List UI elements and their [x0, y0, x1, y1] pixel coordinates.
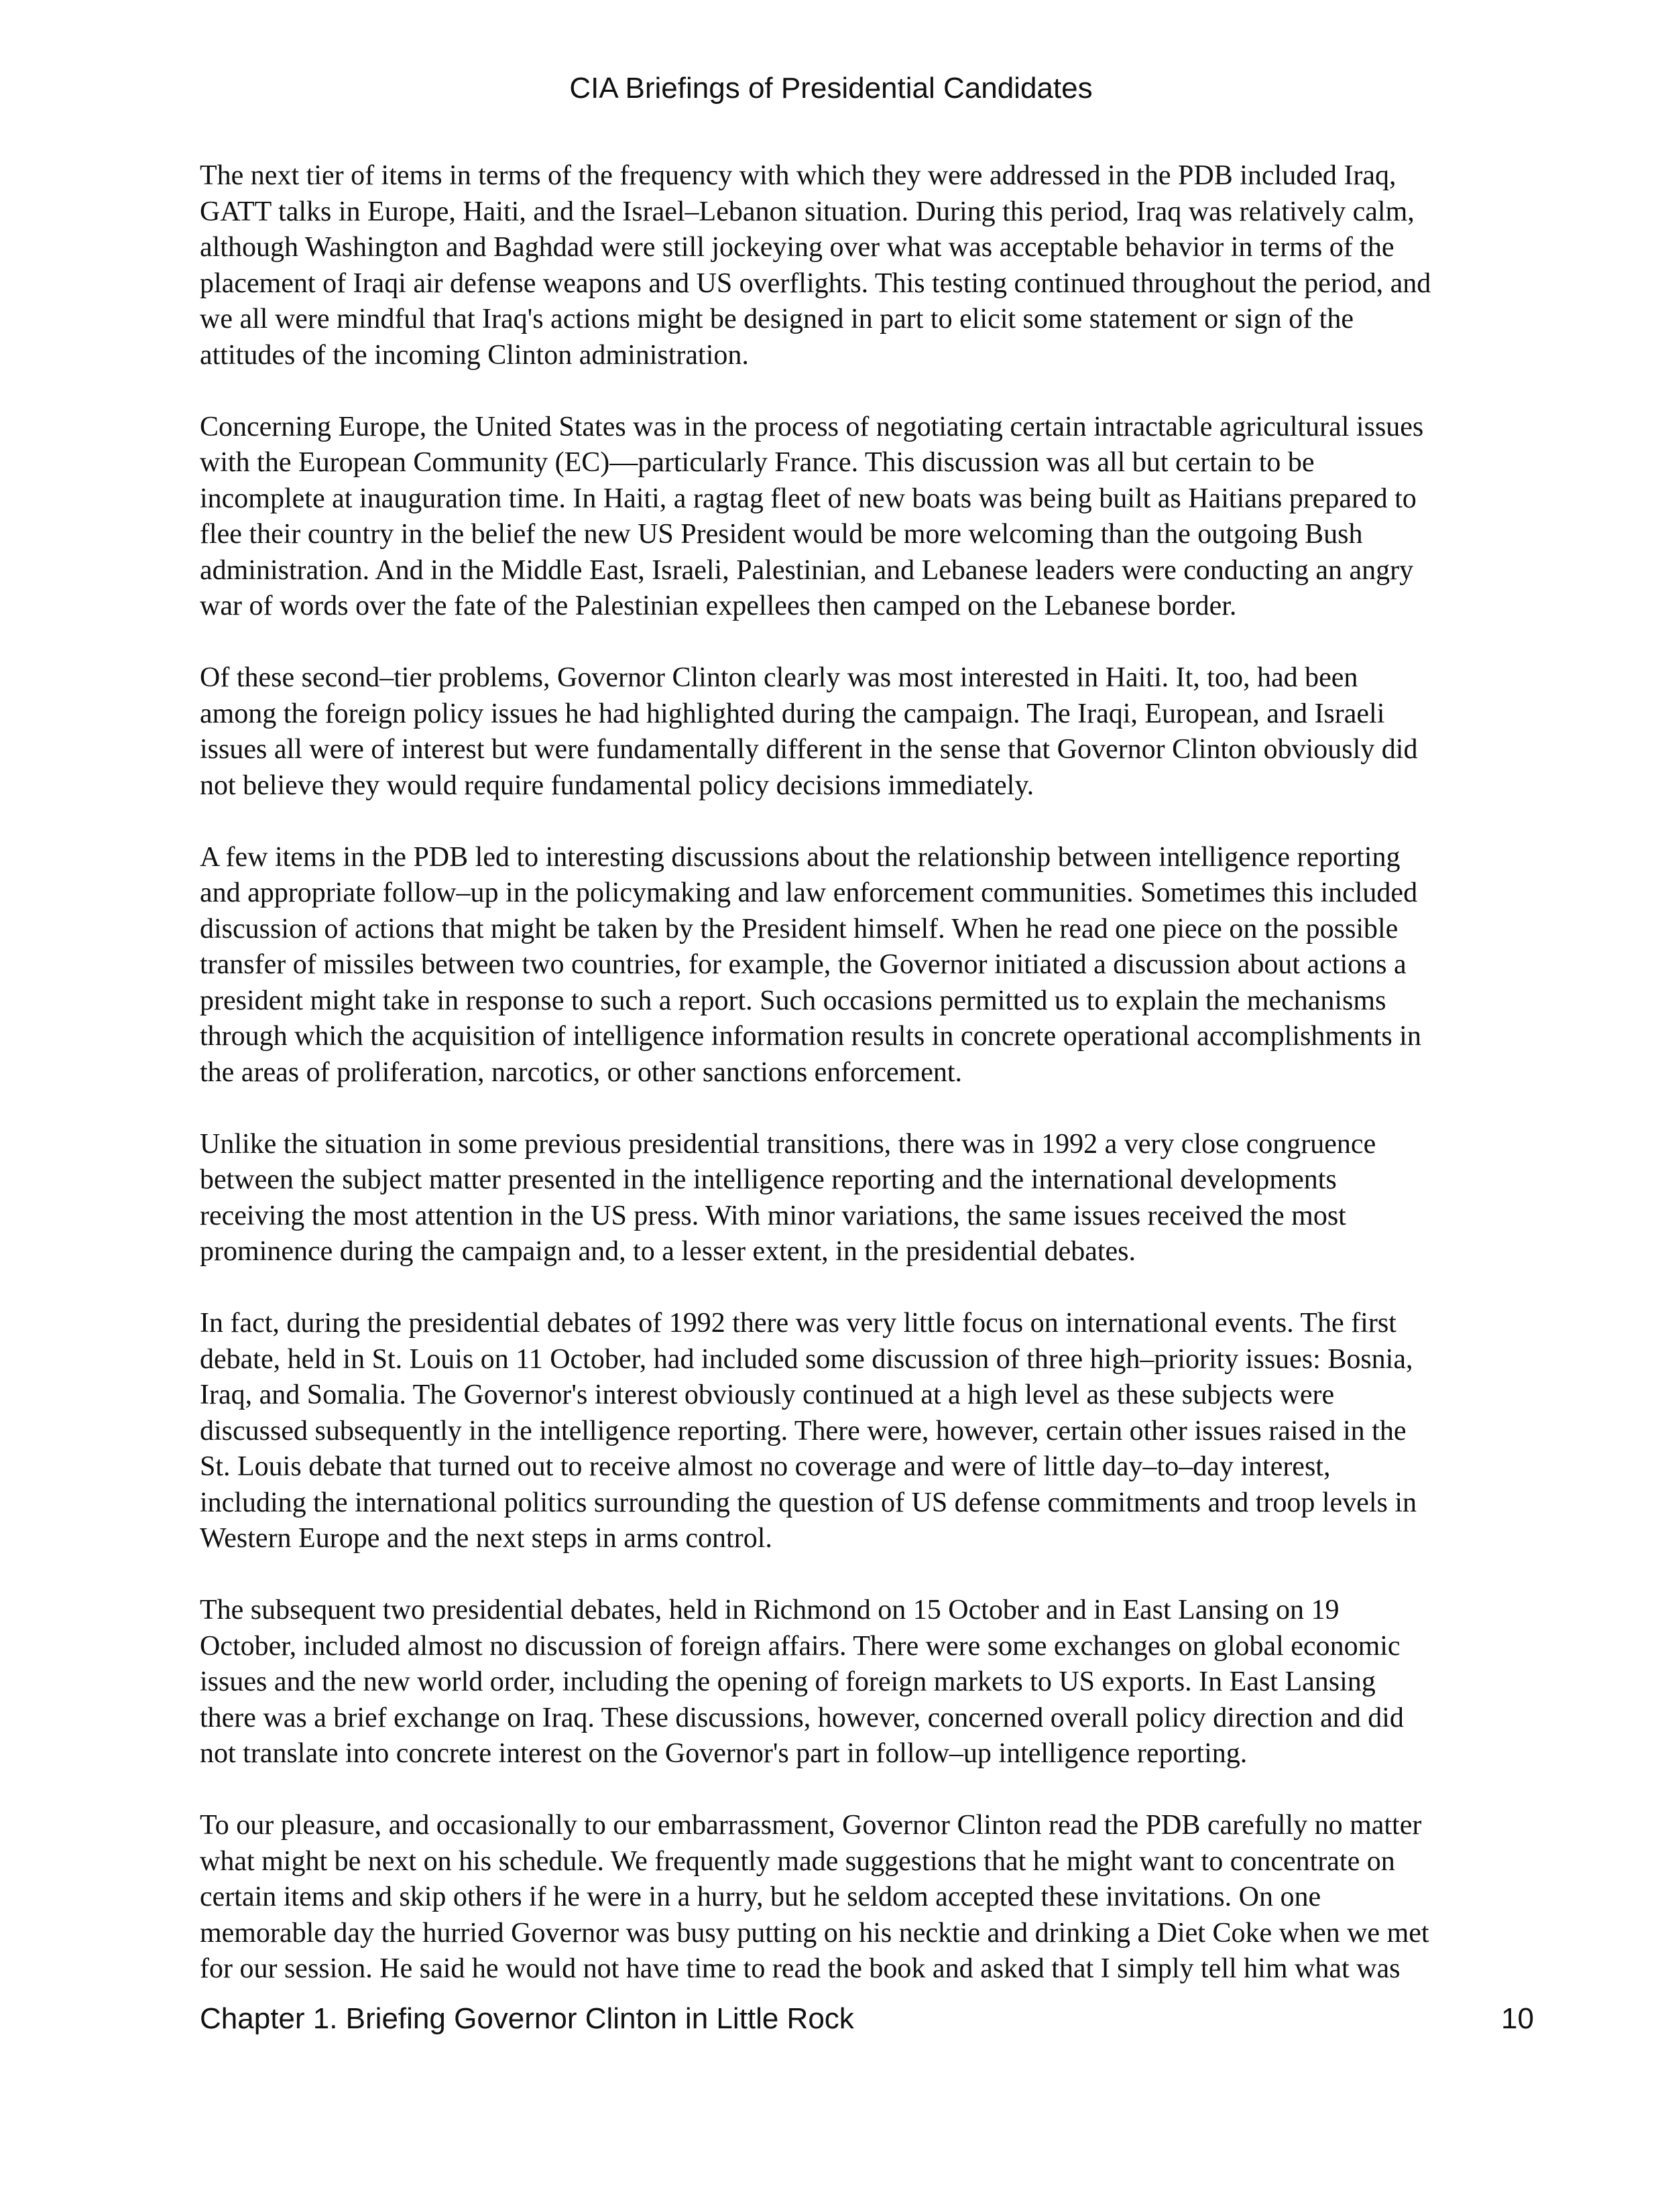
text-line: The next tier of items in terms of the frequency with which they were addressed in the PDB included Iraq, — [200, 160, 1397, 191]
text-line: including the international politics surrounding the question of US defense commitments and troop levels in — [200, 1487, 1417, 1518]
paragraph — [200, 660, 1534, 804]
text-line: transfer of missiles between two countries, for example, the Governor initiated a discussion about actions a — [200, 949, 1407, 980]
text-line: although Washington and Baghdad were still jockeying over what was acceptable behavior in terms of the — [200, 232, 1394, 263]
text-line: discussion of actions that might be taken by the President himself. When he read one piece on the possible — [200, 913, 1399, 944]
text-line: issues all were of interest but were fundamentally different in the sense that Governor Clinton obviously did — [200, 734, 1418, 765]
text-line: not translate into concrete interest on the Governor's part in follow–up intelligence reporting. — [200, 1738, 1248, 1769]
text-line: Of these second–tier problems, Governor Clinton clearly was most interested in Haiti. It, too, had been — [200, 662, 1358, 693]
text-line: Western Europe and the next steps in arms control. — [200, 1523, 772, 1554]
text-line: not believe they would require fundamental policy decisions immediately. — [200, 770, 1034, 801]
body-text — [200, 158, 1534, 1987]
text-line: receiving the most attention in the US press. With minor variations, the same issues received the most — [200, 1200, 1346, 1231]
text-line: In fact, during the presidential debates of 1992 there was very little focus on international events. The first — [200, 1308, 1397, 1339]
paragraph — [200, 410, 1534, 625]
running-header: CIA Briefings of Presidential Candidates — [569, 72, 1093, 105]
running-footer — [200, 2000, 1534, 2038]
paragraph — [200, 1127, 1534, 1270]
text-line: certain items and skip others if he were in a hurry, but he seldom accepted these invitations. On one — [200, 1882, 1321, 1912]
text-line: The subsequent two presidential debates, held in Richmond on 15 October and in East Lansing on 19 — [200, 1595, 1340, 1625]
text-line: A few items in the PDB led to interesting discussions about the relationship between intelligence reporting — [200, 841, 1401, 873]
text-line: administration. And in the Middle East, Israeli, Palestinian, and Lebanese leaders were conducting an angry — [200, 554, 1414, 586]
text-line: debate, held in St. Louis on 11 October, had included some discussion of three high–priority issues: Bosnia, — [200, 1343, 1413, 1375]
text-line: the areas of proliferation, narcotics, or other sanctions enforcement. — [200, 1056, 963, 1088]
text-line: discussed subsequently in the intelligence reporting. There were, however, certain other issues raised in the — [200, 1415, 1407, 1447]
text-line: through which the acquisition of intelligence information results in concrete operational accomplishments in — [200, 1021, 1421, 1052]
text-line: prominence during the campaign and, to a lesser extent, in the presidential debates. — [200, 1236, 1136, 1267]
text-line: Concerning Europe, the United States was in the process of negotiating certain intractable agricultural issues — [200, 411, 1424, 442]
text-line: war of words over the fate of the Palestinian expellees then camped on the Lebanese border. — [200, 591, 1237, 621]
paragraph — [200, 1593, 1534, 1772]
chapter-title: Chapter 1. Briefing Governor Clinton in Little Rock — [200, 2002, 854, 2035]
paragraph — [200, 1808, 1534, 1987]
paragraph — [200, 1306, 1534, 1557]
text-line: memorable day the hurried Governor was busy putting on his necktie and drinking a Diet Coke when we met — [200, 1917, 1429, 1949]
text-line: Unlike the situation in some previous presidential transitions, there was in 1992 a very close congruence — [200, 1128, 1376, 1160]
text-line: attitudes of the incoming Clinton administration. — [200, 339, 749, 371]
text-line: incomplete at inauguration time. In Haiti, a ragtag fleet of new boats was being built as Haitians prepared to — [200, 483, 1417, 514]
text-line: GATT talks in Europe, Haiti, and the Israel–Lebanon situation. During this period, Iraq was relatively calm, — [200, 196, 1415, 227]
paragraph — [200, 840, 1534, 1091]
paragraph — [200, 158, 1534, 373]
text-line: we all were mindful that Iraq's actions might be designed in part to elicit some statement or sign of the — [200, 304, 1354, 334]
text-line: To our pleasure, and occasionally to our embarrassment, Governor Clinton read the PDB carefully no matter — [200, 1810, 1422, 1841]
text-line: there was a brief exchange on Iraq. These discussions, however, concerned overall policy direction and did — [200, 1702, 1404, 1733]
text-line: Iraq, and Somalia. The Governor's interest obviously continued at a high level as these subjects were — [200, 1379, 1335, 1410]
text-line: issues and the new world order, including the opening of foreign markets to US exports. In East Lansing — [200, 1666, 1376, 1697]
text-line: what might be next on his schedule. We frequently made suggestions that he might want to concentrate on — [200, 1845, 1395, 1877]
text-line: October, included almost no discussion of foreign affairs. There were some exchanges on global economic — [200, 1630, 1401, 1662]
text-line: president might take in response to such a report. Such occasions permitted us to explain the mechanisms — [200, 985, 1386, 1016]
text-line: St. Louis debate that turned out to receive almost no coverage and were of little day–to–day interest, — [200, 1451, 1331, 1482]
page-number: 10 — [1501, 2002, 1534, 2035]
text-line: among the foreign policy issues he had highlighted during the campaign. The Iraqi, European, and Israeli — [200, 698, 1385, 729]
text-line: placement of Iraqi air defense weapons and US overflights. This testing continued throughout the period, and — [200, 267, 1431, 299]
text-line: flee their country in the belief the new US President would be more welcoming than the outgoing Bush — [200, 519, 1363, 550]
text-line: and appropriate follow–up in the policymaking and law enforcement communities. Sometimes this included — [200, 877, 1418, 908]
text-line: with the European Community (EC)––particularly France. This discussion was all but certain to be — [200, 447, 1315, 478]
text-line: between the subject matter presented in the intelligence reporting and the international developments — [200, 1164, 1337, 1195]
text-line: for our session. He said he would not have time to read the book and asked that I simply tell him what was — [200, 1953, 1401, 1984]
